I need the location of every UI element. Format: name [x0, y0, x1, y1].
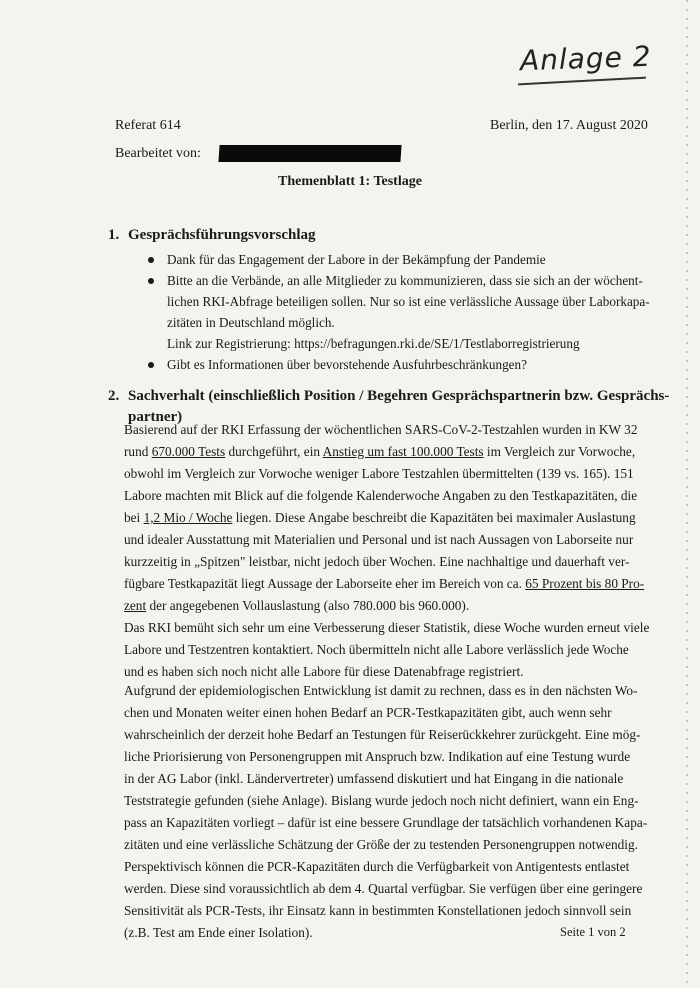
section-2-title-line: partner): [128, 409, 183, 425]
text-line: Perspektivisch können die PCR-Kapazitäten durch die Verfügbarkeit von Antigentests entlastet: [124, 859, 630, 874]
bullet-item: [146, 249, 646, 270]
text-line: Labore und Testzentren kontaktiert. Noch übermitteln nicht alle Labore verlässlich jede Woche: [124, 642, 629, 657]
text-line: bei 1,2 Mio / Woche liegen. Diese Angabe beschreibt die Kapazitäten bei maximaler Auslastung: [124, 510, 636, 525]
text-line: Basierend auf der RKI Erfassung der wöchentlichen SARS-CoV-2-Testzahlen wurden in KW 32: [124, 422, 638, 437]
bullet-text-line: lichen RKI-Abfrage beteiligen sollen. Nur so ist eine verlässliche Aussage über Laborkapa-: [167, 294, 650, 309]
topic-title: Themenblatt 1: Testlage: [278, 174, 422, 189]
paragraph-testing-figures: [124, 419, 650, 683]
underlined-figure: zent: [124, 598, 147, 613]
annex-handwritten-label: Anlage 2: [519, 39, 653, 78]
author-row: [115, 145, 401, 162]
underlined-figure: 1,2 Mio / Woche: [143, 510, 233, 525]
bullet-text-line: Bitte an die Verbände, an alle Mitglieder zu kommunizieren, dass sie sich an der wöchent-: [167, 273, 643, 288]
bullet-item: [146, 354, 646, 375]
text-line: Das RKI bemüht sich sehr um eine Verbesserung dieser Statistik, diese Woche wurden erneut viele: [124, 620, 650, 635]
text-line: und idealer Ausstattung mit Materialien und Personal und ist nach Aussagen von Laborseite nur: [124, 532, 634, 547]
text-line: zent der angegebenen Vollauslastung (also 780.000 bis 960.000).: [124, 598, 470, 613]
paragraph-outlook: [124, 680, 648, 944]
text-line: kurzzeitig in „Spitzen" leistbar, nicht jedoch über Wochen. Eine nachhaltige und dauerhaft ver-: [124, 554, 630, 569]
section-1-heading: [108, 227, 316, 244]
page-number: Seite 1 von 2: [560, 925, 626, 939]
text-line: chen und Monaten weiter einen hohen Bedarf an PCR-Testkapazitäten gibt, auch wenn sehr: [124, 705, 612, 720]
text-line: und es haben sich noch nicht alle Labore für diese Datenabfrage registriert.: [124, 664, 524, 679]
bullet-text-line: zitäten in Deutschland möglich.: [167, 315, 335, 330]
underlined-figure: 65 Prozent bis 80 Pro-: [525, 576, 645, 591]
scan-edge-artifact: [686, 0, 688, 988]
registration-link-line: Link zur Registrierung: https://befragungen.rki.de/SE/1/Testlaborregistrierung: [167, 336, 580, 351]
text-line: Aufgrund der epidemiologischen Entwicklung ist damit zu rechnen, dass es in den nächsten Wo-: [124, 683, 638, 698]
bullet-text: Dank für das Engagement der Labore in der Bekämpfung der Pandemie: [167, 252, 546, 267]
text-line: rund 670.000 Tests durchgeführt, ein Anstieg um fast 100.000 Tests im Vergleich zur Vorwoche,: [124, 444, 636, 459]
author-label: Bearbeitet von:: [115, 145, 201, 161]
redaction-bar: [218, 145, 401, 162]
department-reference: Referat 614: [115, 118, 181, 133]
text-line: Teststrategie gefunden (siehe Anlage). Bislang wurde jedoch noch nicht definiert, wann ein Eng-: [124, 793, 639, 808]
text-line: fügbare Testkapazität liegt Aussage der Laborseite eher im Bereich von ca. 65 Prozent bis 80 Pro-: [124, 576, 645, 591]
bullet-item: [146, 270, 650, 333]
underlined-figure: 670.000 Tests: [151, 444, 226, 459]
section-1-bullets: [146, 249, 650, 375]
text-line: (z.B. Test am Ende einer Isolation).: [124, 925, 313, 940]
section-1-number: 1.: [108, 227, 120, 243]
text-line: liche Priorisierung von Personengruppen mit Anspruch bzw. Indikation auf eine Testung wurde: [124, 749, 631, 764]
text-line: zitäten und eine verlässliche Schätzung der Größe der zu testenden Personengruppen notwendig.: [124, 837, 638, 852]
bullet-text: Gibt es Informationen über bevorstehende Ausfuhrbeschränkungen?: [167, 357, 527, 372]
text-line: Sensitivität als PCR-Tests, ihr Einsatz kann in bestimmten Konstellationen jedoch sinnvoll sein: [124, 903, 632, 918]
text-line: obwohl im Vergleich zur Vorwoche weniger Labore Testzahlen übermittelten (139 vs. 165). 151: [124, 466, 634, 481]
place-date: Berlin, den 17. August 2020: [490, 118, 648, 133]
section-2-number: 2.: [108, 388, 120, 404]
section-1-title: Gesprächsführungsvorschlag: [128, 227, 316, 243]
text-line: werden. Diese sind voraussichtlich ab dem 4. Quartal verfügbar. Sie verfügen über eine geringere: [124, 881, 643, 896]
text-line: wahrscheinlich der derzeit hohe Bedarf an Testungen für Reiserückkehrer zurückgeht. Eine mög-: [124, 727, 641, 742]
section-2-title-line: Sachverhalt (einschließlich Position / Begehren Gesprächspartnerin bzw. Gesprächs-: [128, 388, 670, 404]
annex-underline: [518, 77, 646, 86]
text-line: in der AG Labor (inkl. Ländervertreter) umfassend diskutiert und hat Eingang in die nationale: [124, 771, 624, 786]
text-line: Labore machten mit Blick auf die folgende Kalenderwoche Angaben zu den Testkapazitäten, die: [124, 488, 638, 503]
underlined-figure: Anstieg um fast 100.000 Tests: [322, 444, 484, 459]
text-line: pass an Kapazitäten vorliegt – dafür ist eine bessere Grundlage der tatsächlich vorhandenen Kapa-: [124, 815, 648, 830]
